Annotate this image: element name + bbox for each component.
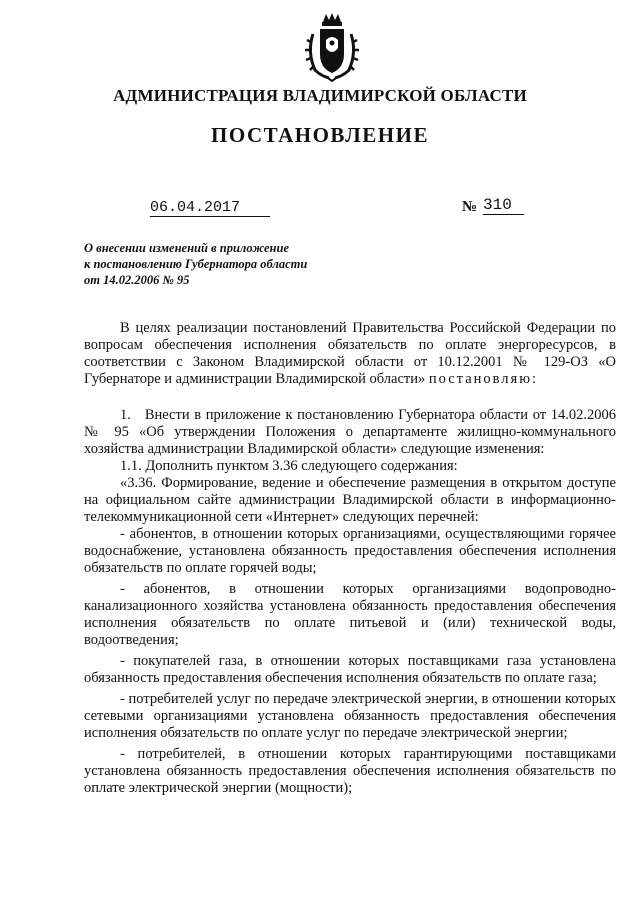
preamble-text: В целях реализации постановлений Правительства Российской Федерации по вопросам обеспечения исполнения обязательств по оплате энергоресурсов, в соответствии с Законом Владимирской области от 10.12.2001 № 129-ОЗ «О Губернаторе и администрации Владимирской области» [84, 320, 616, 387]
item-1: 1. Внести в приложение к постановлению Губернатора области от 14.02.2006 № 95 «Об утверждении Положения о департаменте жилищно-коммунального хозяйства администрации Владимирской области» следующие изменения: [84, 407, 616, 457]
subject-line: к постановлению Губернатора области [84, 257, 308, 271]
document-subject [84, 240, 344, 288]
number-label: № [462, 199, 478, 215]
document-type-title: ПОСТАНОВЛЕНИЕ [211, 123, 429, 147]
list-item: - абонентов, в отношении которых организациями, осуществляющими горячее водоснабжение, установлена обязанность предоставления обеспечения исполнения обязательств по оплате горячей воды; [84, 526, 616, 576]
subject-line: О внесении изменений в приложение [84, 241, 289, 255]
list-item: - потребителей услуг по передаче электрической энергии, в отношении которых сетевыми организациями установлена обязанность предоставления обеспечения исполнения обязательств по оплате услуг по передаче электрической энергии; [84, 691, 616, 741]
document-body [84, 320, 616, 797]
subject-line: от 14.02.2006 № 95 [84, 273, 190, 287]
document-number: 310 [483, 196, 524, 215]
quote-intro: «3.36. Формирование, ведение и обеспечение размещения в открытом доступе на официальном сайте администрации Владимирской области в информационно-телекоммуникационной сети «Интернет» следующих перечней: [84, 475, 616, 525]
organization-title: АДМИНИСТРАЦИЯ ВЛАДИМИРСКОЙ ОБЛАСТИ [113, 86, 527, 105]
item-1-1: 1.1. Дополнить пунктом 3.36 следующего содержания: [120, 458, 458, 474]
coat-of-arms-icon [303, 12, 361, 82]
list-item: - покупателей газа, в отношении которых поставщиками газа установлена обязанность предоставления обеспечения исполнения обязательств по оплате газа; [84, 653, 616, 686]
list-item: - потребителей, в отношении которых гарантирующими поставщиками установлена обязанность предоставления обеспечения исполнения обязательств по оплате электрической энергии (мощности); [84, 746, 616, 796]
preamble-resolve: постановляю: [428, 371, 539, 387]
document-date: 06.04.2017 [150, 199, 270, 217]
preamble-paragraph [84, 320, 616, 388]
list-item: - абонентов, в отношении которых организациями водопроводно-канализационного хозяйства установлена обязанность предоставления обеспечения исполнения обязательств по оплате питьевой и (или) технической воды, водоотведения; [84, 581, 616, 648]
